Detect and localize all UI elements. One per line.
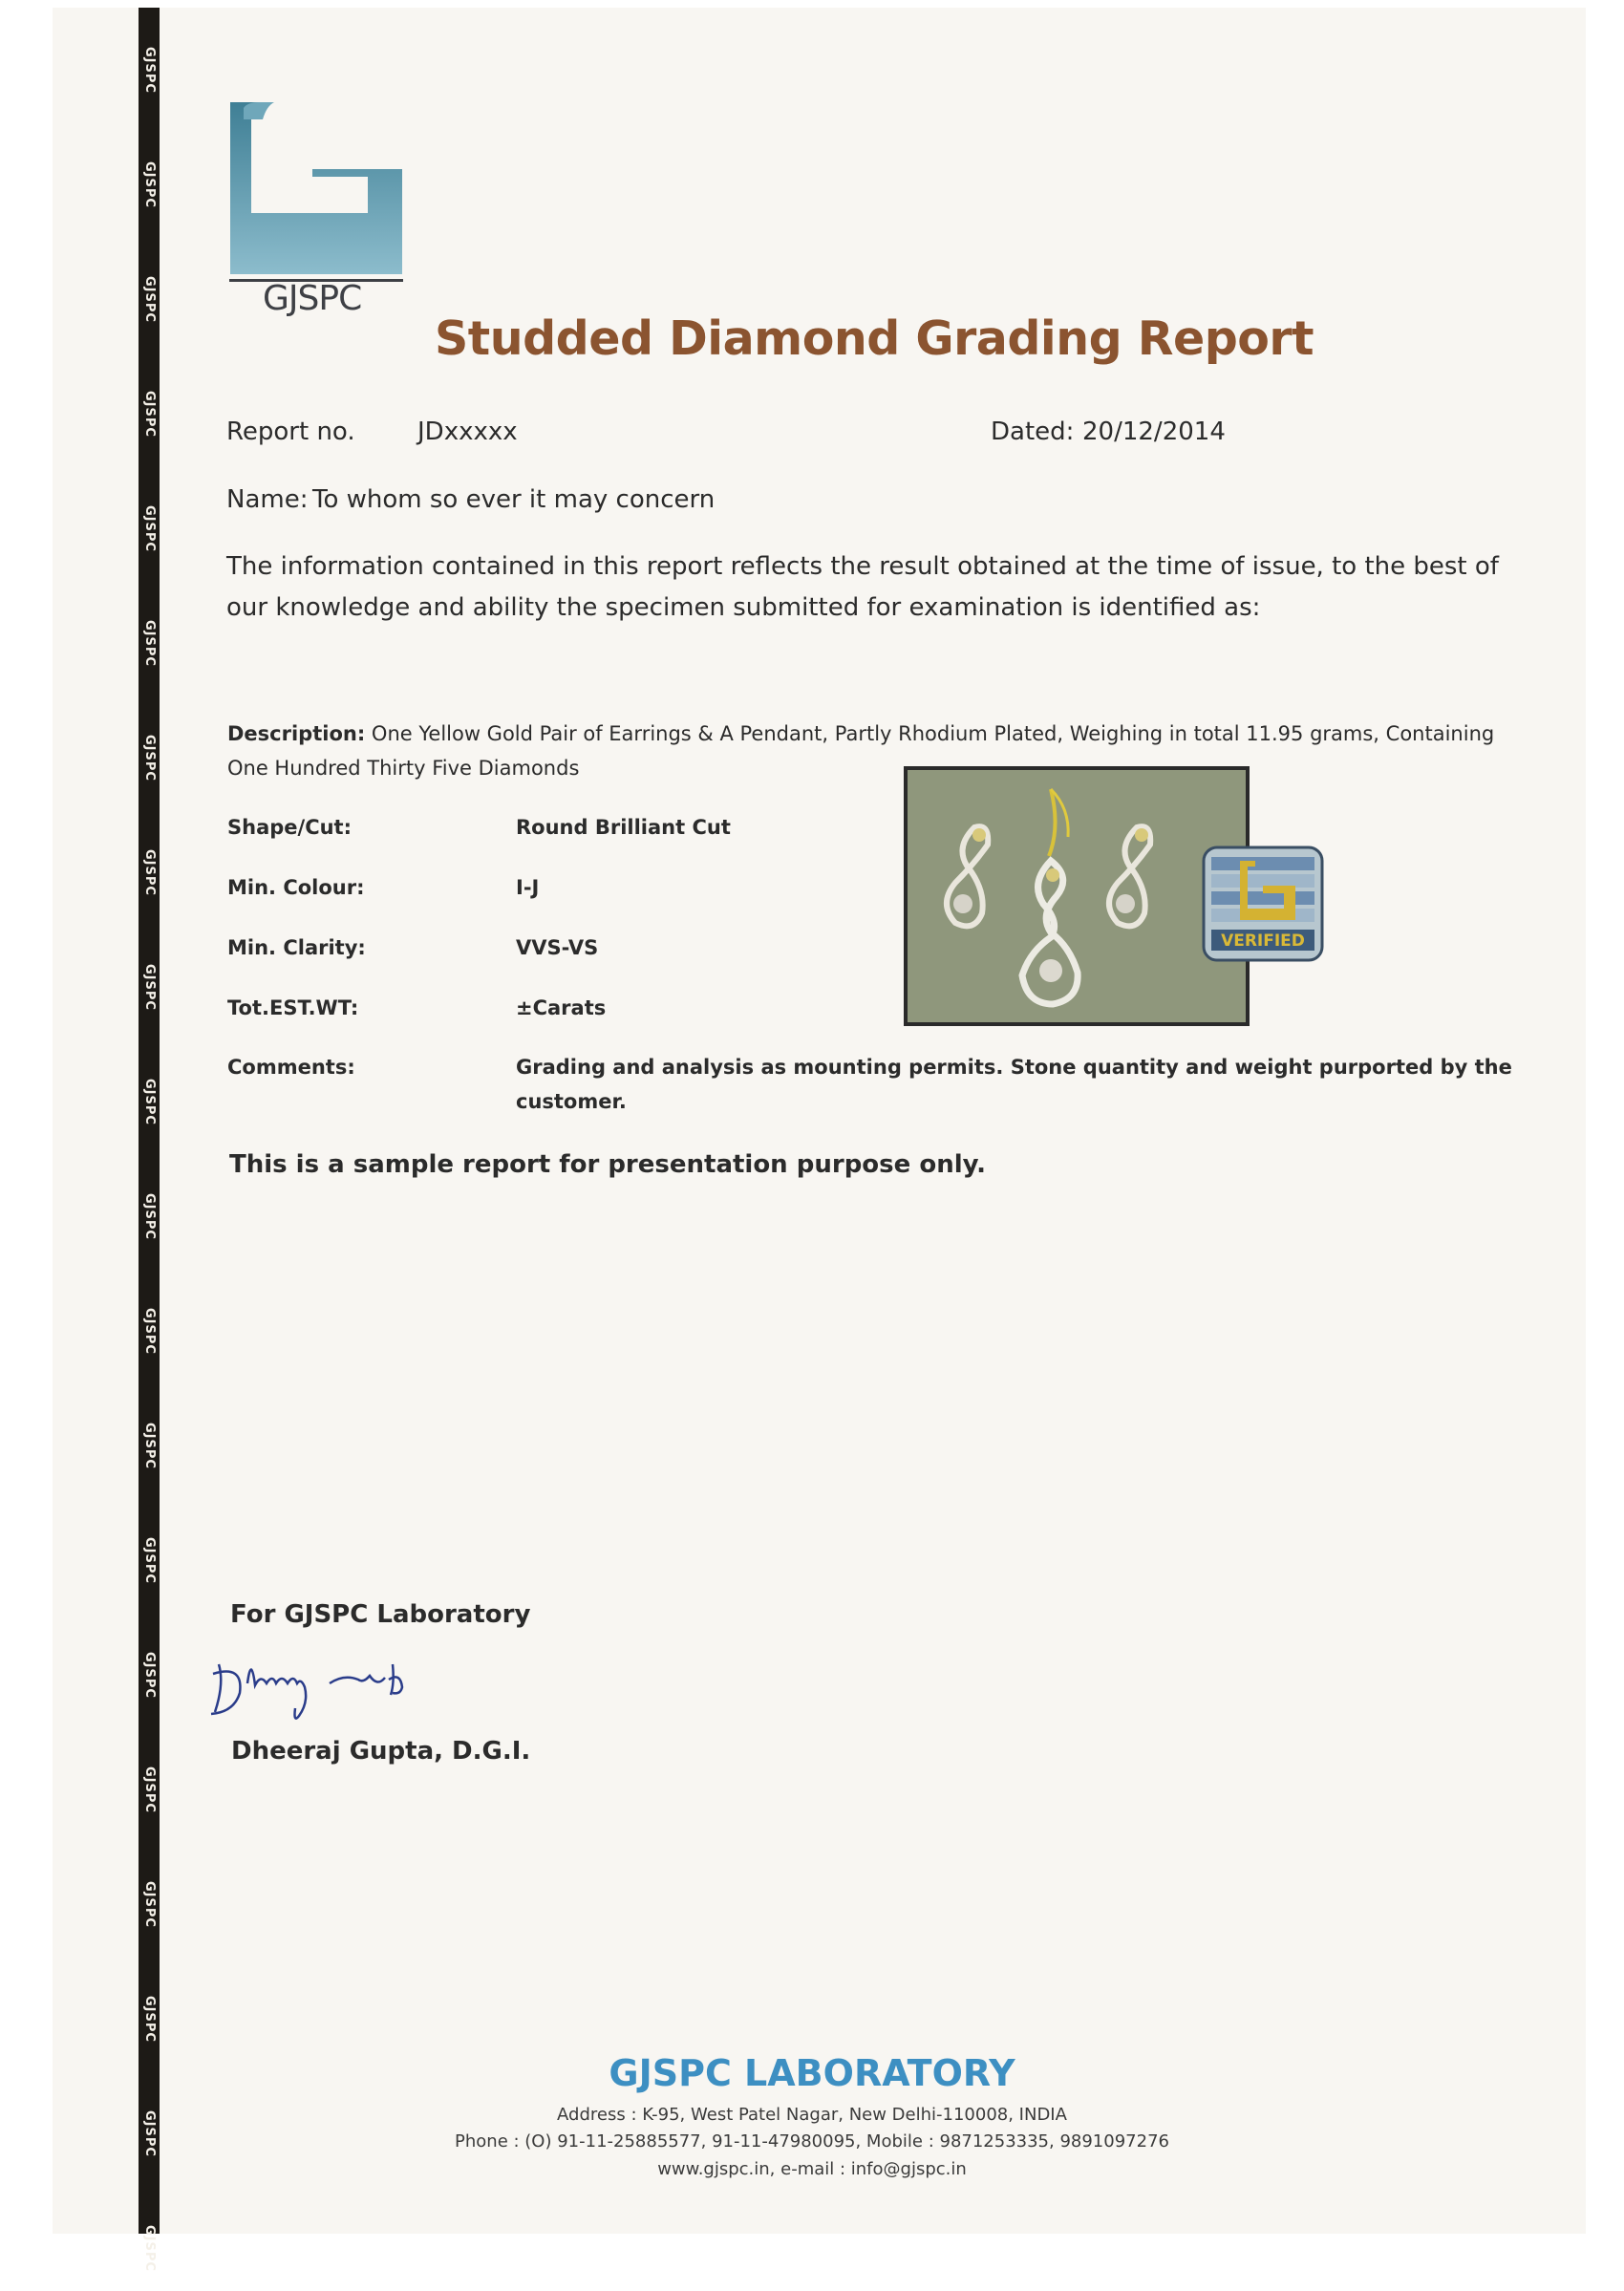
jewellery-photo xyxy=(904,766,1250,1026)
description-line-2: One Hundred Thirty Five Diamonds xyxy=(227,757,580,780)
side-band-text: GJSPC xyxy=(142,1766,157,1813)
earrings-pendant-icon xyxy=(908,770,1246,1022)
side-band-text: GJSPC xyxy=(142,963,157,1011)
dated-label: Dated: xyxy=(991,418,1075,446)
side-band-text: GJSPC xyxy=(142,504,157,552)
name-label: Name: xyxy=(226,485,309,514)
description-line-1: One Yellow Gold Pair of Earrings & A Pendant, Partly Rhodium Plated, Weighing in total 11.95 grams, Containing xyxy=(371,722,1495,745)
shape-label: Shape/Cut: xyxy=(227,816,352,839)
footer-web: www.gjspc.in, e-mail : info@gjspc.in xyxy=(657,2159,967,2179)
weight-label: Tot.EST.WT: xyxy=(227,996,359,1019)
gjspc-logo-icon xyxy=(224,100,408,282)
colour-value: I-J xyxy=(516,876,540,899)
verified-hologram-icon xyxy=(1202,846,1324,962)
side-band-text: GJSPC xyxy=(142,848,157,896)
side-band-text: GJSPC xyxy=(142,390,157,438)
report-no-label: Report no. xyxy=(226,418,355,446)
comments-line-1: Grading and analysis as mounting permits. Stone quantity and weight purported by the xyxy=(516,1056,1512,1079)
side-band-text: GJSPC xyxy=(142,1651,157,1699)
clarity-value: VVS-VS xyxy=(516,936,599,959)
weight-value: ±Carats xyxy=(516,996,607,1019)
side-band-text: GJSPC xyxy=(142,1307,157,1355)
footer-phone: Phone : (O) 91-11-25885577, 91-11-47980095, Mobile : 9871253335, 9891097276 xyxy=(455,2131,1169,2152)
side-band-text: GJSPC xyxy=(142,1880,157,1928)
side-band-text: GJSPC xyxy=(142,2109,157,2157)
side-band-text: GJSPC xyxy=(142,161,157,208)
dated-value: 20/12/2014 xyxy=(1082,418,1226,446)
footer-title: GJSPC LABORATORY xyxy=(609,2052,1015,2094)
shape-value: Round Brilliant Cut xyxy=(516,816,731,839)
comments-label: Comments: xyxy=(227,1056,355,1079)
report-no-value: JDxxxxx xyxy=(417,418,518,446)
security-side-band xyxy=(139,8,160,2272)
side-band-text: GJSPC xyxy=(142,1078,157,1125)
logo-text: GJSPC xyxy=(263,279,362,318)
intro-line-2: our knowledge and ability the specimen submitted for examination is identified as: xyxy=(226,593,1261,622)
side-band-text: GJSPC xyxy=(142,2224,157,2272)
hologram-verified-text: VERIFIED xyxy=(1221,931,1305,951)
signatory-name: Dheeraj Gupta, D.G.I. xyxy=(231,1737,531,1766)
side-band-text: GJSPC xyxy=(142,1536,157,1584)
handwritten-signature xyxy=(205,1645,492,1731)
side-band-text: GJSPC xyxy=(142,1995,157,2043)
side-band-text: GJSPC xyxy=(142,734,157,782)
description-label: Description: xyxy=(227,722,366,745)
footer-address: Address : K-95, West Patel Nagar, New Delhi-110008, INDIA xyxy=(557,2105,1067,2125)
report-title: Studded Diamond Grading Report xyxy=(435,311,1314,366)
side-band-text: GJSPC xyxy=(142,1192,157,1240)
name-value: To whom so ever it may concern xyxy=(312,485,716,514)
side-band-text: GJSPC xyxy=(142,46,157,94)
for-lab-label: For GJSPC Laboratory xyxy=(230,1600,531,1629)
intro-line-1: The information contained in this report reflects the result obtained at the time of issue, to the best of xyxy=(226,552,1499,581)
colour-label: Min. Colour: xyxy=(227,876,365,899)
side-band-text: GJSPC xyxy=(142,619,157,667)
side-band-text: GJSPC xyxy=(142,275,157,323)
sample-note: This is a sample report for presentation purpose only. xyxy=(229,1150,987,1179)
clarity-label: Min. Clarity: xyxy=(227,936,366,959)
comments-line-2: customer. xyxy=(516,1090,627,1113)
side-band-text: GJSPC xyxy=(142,1422,157,1469)
